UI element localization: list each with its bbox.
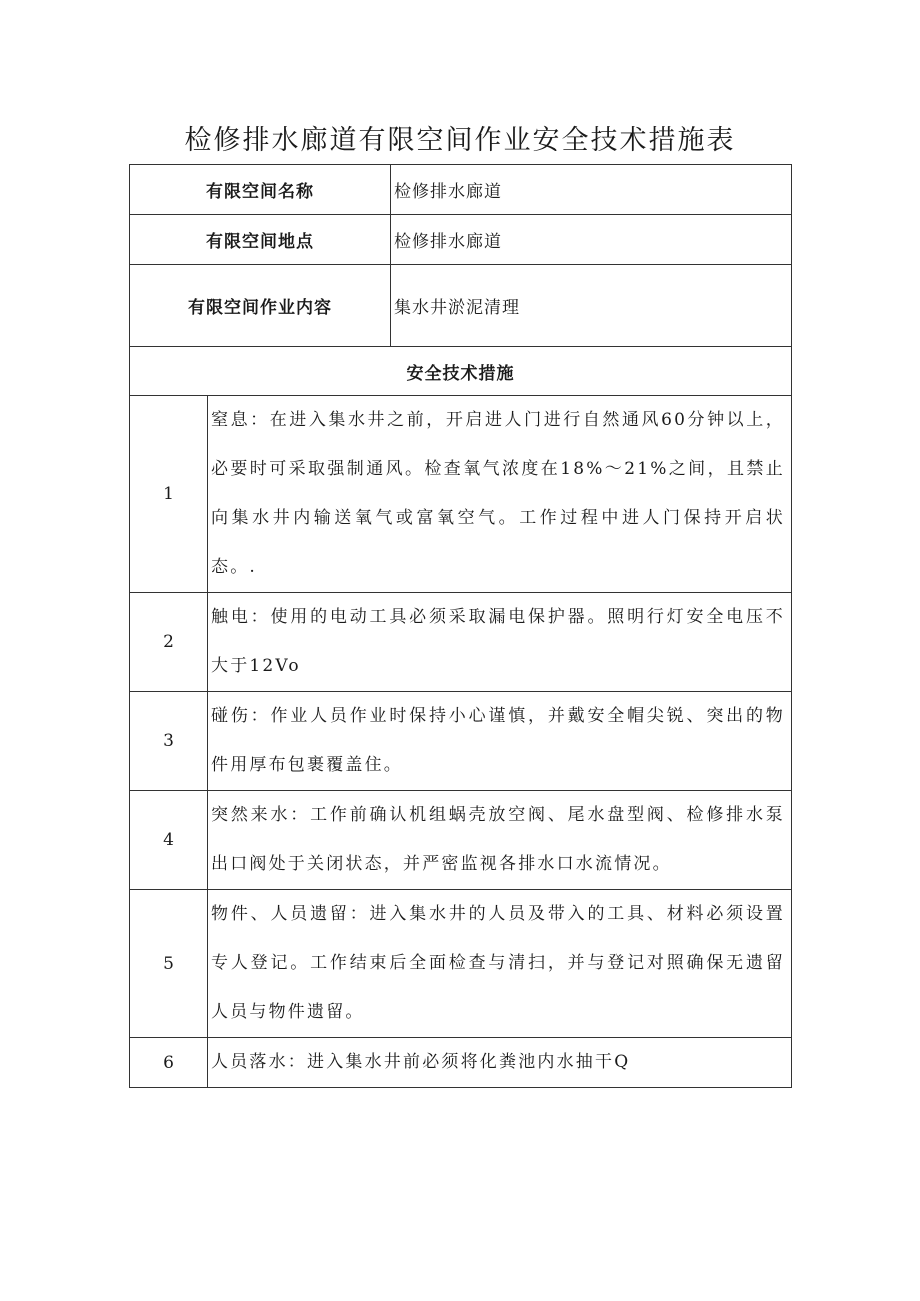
measure-number: 6 <box>130 1038 208 1088</box>
measure-number: 4 <box>130 791 208 890</box>
document-title: 检修排水廊道有限空间作业安全技术措施表 <box>184 125 736 156</box>
measure-row <box>130 1038 792 1088</box>
info-label-content: 有限空间作业内容 <box>130 265 391 347</box>
info-value-location: 检修排水廊道 <box>391 215 792 265</box>
measure-row <box>130 890 792 1038</box>
info-value-name: 检修排水廊道 <box>391 165 792 215</box>
measure-row <box>130 791 792 890</box>
info-value-content: 集水井淤泥清理 <box>391 265 792 347</box>
section-header-row <box>130 347 792 396</box>
measure-text: 触电：使用的电动工具必须采取漏电保护器。照明行灯安全电压不大于12Vo <box>208 593 792 692</box>
measure-number: 2 <box>130 593 208 692</box>
info-row-content <box>130 265 792 347</box>
safety-measures-table <box>129 164 792 1088</box>
section-header: 安全技术措施 <box>130 347 792 396</box>
measure-number: 3 <box>130 692 208 791</box>
info-label-name: 有限空间名称 <box>130 165 391 215</box>
measure-text: 物件、人员遗留：进入集水井的人员及带入的工具、材料必须设置专人登记。工作结束后全面检查与清扫，并与登记对照确保无遗留人员与物件遗留。 <box>208 890 792 1038</box>
measure-row <box>130 396 792 593</box>
measure-number: 1 <box>130 396 208 593</box>
measure-text: 窒息：在进入集水井之前，开启进人门进行自然通风60分钟以上，必要时可采取强制通风。检查氧气浓度在18%～21%之间，且禁止向集水井内输送氧气或富氧空气。工作过程中进人门保持开启状态。. <box>208 396 792 593</box>
measure-text: 碰伤：作业人员作业时保持小心谨慎，并戴安全帽尖锐、突出的物件用厚布包裹覆盖住。 <box>208 692 792 791</box>
measure-number: 5 <box>130 890 208 1038</box>
info-label-location: 有限空间地点 <box>130 215 391 265</box>
info-row-name <box>130 165 792 215</box>
info-row-location <box>130 215 792 265</box>
measure-text: 突然来水：工作前确认机组蜗壳放空阀、尾水盘型阀、检修排水泵出口阀处于关闭状态，并严密监视各排水口水流情况。 <box>208 791 792 890</box>
measure-text: 人员落水：进入集水井前必须将化粪池内水抽干Q <box>208 1038 792 1088</box>
measure-row <box>130 593 792 692</box>
measure-row <box>130 692 792 791</box>
